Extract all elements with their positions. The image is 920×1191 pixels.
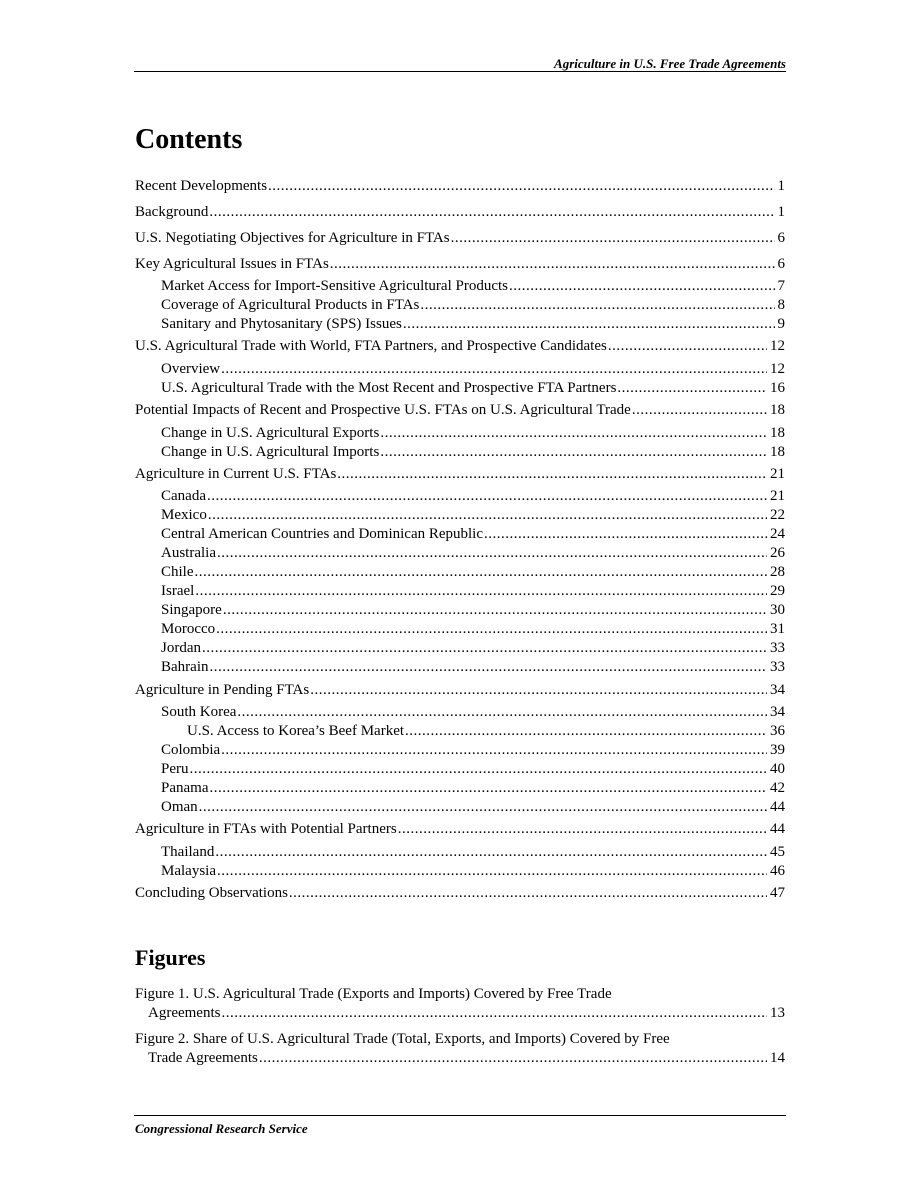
toc-entry[interactable] [135,464,785,484]
toc-entry-text: U.S. Negotiating Objectives for Agriculture in FTAs [135,230,450,246]
toc-entry-page: 28 [770,564,785,580]
toc-leader [617,378,767,398]
toc-leader [195,581,767,601]
toc-entry[interactable] [135,228,785,248]
figures-heading: Figures [135,945,206,970]
toc-leader [217,543,767,563]
toc-entry-page: 16 [770,380,785,396]
toc-subentry[interactable] [161,442,785,462]
toc-entry-text: Bahrain [161,659,209,675]
toc-entry-text: Singapore [161,602,222,618]
toc-entry-text: Israel [161,583,195,599]
toc-entry-text: Australia [161,545,216,561]
toc-entry-text: U.S. Agricultural Trade with the Most Recent and Prospective FTA Partners [161,380,617,396]
footer-rule [134,1115,786,1116]
toc-entry-page: 1 [777,204,785,220]
toc-leader [632,400,767,420]
figure-entry-page: 13 [770,1005,785,1021]
figure-entry-page: 14 [770,1050,785,1066]
toc-entry-page: 7 [777,278,785,294]
toc-subentry[interactable] [161,581,785,601]
toc-subentry[interactable] [161,378,785,398]
figure-entry-text: Agreements [148,1005,221,1021]
toc-entry-text: Coverage of Agricultural Products in FTAs [161,297,420,313]
toc-entry-page: 24 [770,526,785,542]
toc-entry[interactable] [135,202,785,222]
toc-subentry[interactable] [161,562,785,582]
toc-entry[interactable] [135,680,785,700]
toc-subentry[interactable] [161,778,785,798]
toc-leader [330,254,775,274]
toc-subentry[interactable] [161,759,785,779]
toc-entry-text: Overview [161,361,221,377]
toc-leader [268,176,774,196]
toc-entry-text: Jordan [161,640,201,656]
toc-entry-page: 6 [777,230,785,246]
toc-subentry[interactable] [161,657,785,677]
toc-entry-text: Sanitary and Phytosanitary (SPS) Issues [161,316,402,332]
toc-entry-page: 21 [770,488,785,504]
toc-leader [380,442,767,462]
toc-subentry[interactable] [161,842,785,862]
toc-entry-text: South Korea [161,704,237,720]
toc-leader [420,295,774,315]
toc-subentry[interactable] [161,486,785,506]
toc-entry-text: Change in U.S. Agricultural Exports [161,425,380,441]
toc-entry-page: 36 [770,723,785,739]
toc-leader [403,314,775,334]
contents-heading: Contents [135,124,243,155]
toc-entry-page: 46 [770,863,785,879]
toc-leader [217,861,767,881]
toc-leader [207,486,767,506]
toc-subentry[interactable] [161,295,785,315]
toc-entry-text: Oman [161,799,198,815]
toc-entry-text: Mexico [161,507,207,523]
toc-entry[interactable] [135,254,785,274]
toc-leader [509,276,774,296]
figure-entry-text: Trade Agreements [148,1050,258,1066]
toc-entry-page: 29 [770,583,785,599]
toc-entry-page: 18 [770,402,785,418]
figure-entry-title[interactable]: Figure 2. Share of U.S. Agricultural Trade (Total, Exports, and Imports) Covered by Free [135,1031,670,1047]
toc-entry-text: Recent Developments [135,178,268,194]
footer-organization: Congressional Research Service [135,1121,308,1136]
toc-leader [405,721,767,741]
toc-subentry[interactable] [161,314,785,334]
toc-entry-page: 12 [770,338,785,354]
toc-entry-page: 31 [770,621,785,637]
toc-leader [208,505,767,525]
toc-entry-text: Thailand [161,844,215,860]
toc-entry-page: 18 [770,444,785,460]
toc-leader [451,228,775,248]
toc-entry-text: Market Access for Import-Sensitive Agricultural Products [161,278,509,294]
toc-entry-page: 12 [770,361,785,377]
figure-entry[interactable] [148,1003,785,1023]
toc-leader [215,842,767,862]
toc-leader [209,778,767,798]
toc-leader [608,336,767,356]
toc-entry-page: 9 [777,316,785,332]
toc-entry-page: 18 [770,425,785,441]
toc-entry-page: 34 [770,704,785,720]
toc-entry-page: 6 [777,256,785,272]
toc-leader [190,759,768,779]
toc-subsubentry[interactable] [187,721,785,741]
toc-entry-page: 21 [770,466,785,482]
toc-entry-page: 42 [770,780,785,796]
toc-entry[interactable] [135,819,785,839]
toc-entry-page: 30 [770,602,785,618]
toc-leader [380,423,767,443]
toc-entry-text: Morocco [161,621,216,637]
toc-entry-page: 39 [770,742,785,758]
toc-entry-text: Change in U.S. Agricultural Imports [161,444,380,460]
toc-entry-page: 1 [777,178,785,194]
toc-entry-page: 45 [770,844,785,860]
toc-entry-page: 44 [770,799,785,815]
toc-entry-page: 40 [770,761,785,777]
toc-leader [398,819,767,839]
toc-entry-text: Background [135,204,209,220]
toc-entry-text: Chile [161,564,194,580]
toc-subentry[interactable] [161,702,785,722]
toc-entry-text: Agriculture in Current U.S. FTAs [135,466,337,482]
toc-entry-page: 47 [770,885,785,901]
running-header-title: Agriculture in U.S. Free Trade Agreements [554,56,786,71]
toc-entry-text: Agriculture in Pending FTAs [135,682,310,698]
toc-entry-text: U.S. Agricultural Trade with World, FTA Partners, and Prospective Candidates [135,338,607,354]
toc-entry-text: Malaysia [161,863,216,879]
toc-entry-page: 44 [770,821,785,837]
figure-entry-title[interactable]: Figure 1. U.S. Agricultural Trade (Exports and Imports) Covered by Free Trade [135,986,612,1002]
toc-subentry[interactable] [161,740,785,760]
toc-leader [195,562,768,582]
toc-subentry[interactable] [161,638,785,658]
toc-entry-page: 26 [770,545,785,561]
toc-entry[interactable] [135,400,785,420]
toc-entry-text: Potential Impacts of Recent and Prospective U.S. FTAs on U.S. Agricultural Trade [135,402,631,418]
toc-leader [337,464,767,484]
toc-subentry[interactable] [161,861,785,881]
toc-entry-page: 34 [770,682,785,698]
toc-entry-text: Canada [161,488,206,504]
toc-entry-text: U.S. Access to Korea’s Beef Market [187,723,405,739]
toc-entry[interactable] [135,883,785,903]
toc-entry-page: 33 [770,659,785,675]
toc-entry-text: Concluding Observations [135,885,288,901]
toc-entry-text: Peru [161,761,189,777]
toc-leader [223,600,767,620]
figure-entry[interactable] [148,1048,785,1068]
toc-subentry[interactable] [161,423,785,443]
toc-subentry[interactable] [161,600,785,620]
toc-entry[interactable] [135,336,785,356]
toc-leader [237,702,767,722]
toc-leader [209,202,774,222]
toc-subentry[interactable] [161,276,785,296]
toc-subentry[interactable] [161,524,785,544]
toc-leader [221,740,767,760]
toc-leader [289,883,767,903]
toc-leader [484,524,767,544]
toc-leader [310,680,767,700]
toc-entry-text: Colombia [161,742,221,758]
toc-leader [216,619,767,639]
toc-leader [209,657,767,677]
toc-subentry[interactable] [161,359,785,379]
toc-entry-text: Agriculture in FTAs with Potential Partners [135,821,397,837]
toc-leader [221,1003,767,1023]
toc-entry-text: Central American Countries and Dominican Republic [161,526,484,542]
toc-entry-page: 33 [770,640,785,656]
toc-leader [202,638,767,658]
toc-entry-page: 22 [770,507,785,523]
toc-entry-page: 8 [777,297,785,313]
toc-subentry[interactable] [161,619,785,639]
toc-entry-text: Panama [161,780,209,796]
toc-leader [259,1048,767,1068]
toc-subentry[interactable] [161,505,785,525]
toc-leader [221,359,767,379]
toc-subentry[interactable] [161,543,785,563]
toc-entry[interactable] [135,176,785,196]
toc-subentry[interactable] [161,797,785,817]
toc-entry-text: Key Agricultural Issues in FTAs [135,256,329,272]
header-rule [134,71,786,72]
toc-leader [199,797,767,817]
